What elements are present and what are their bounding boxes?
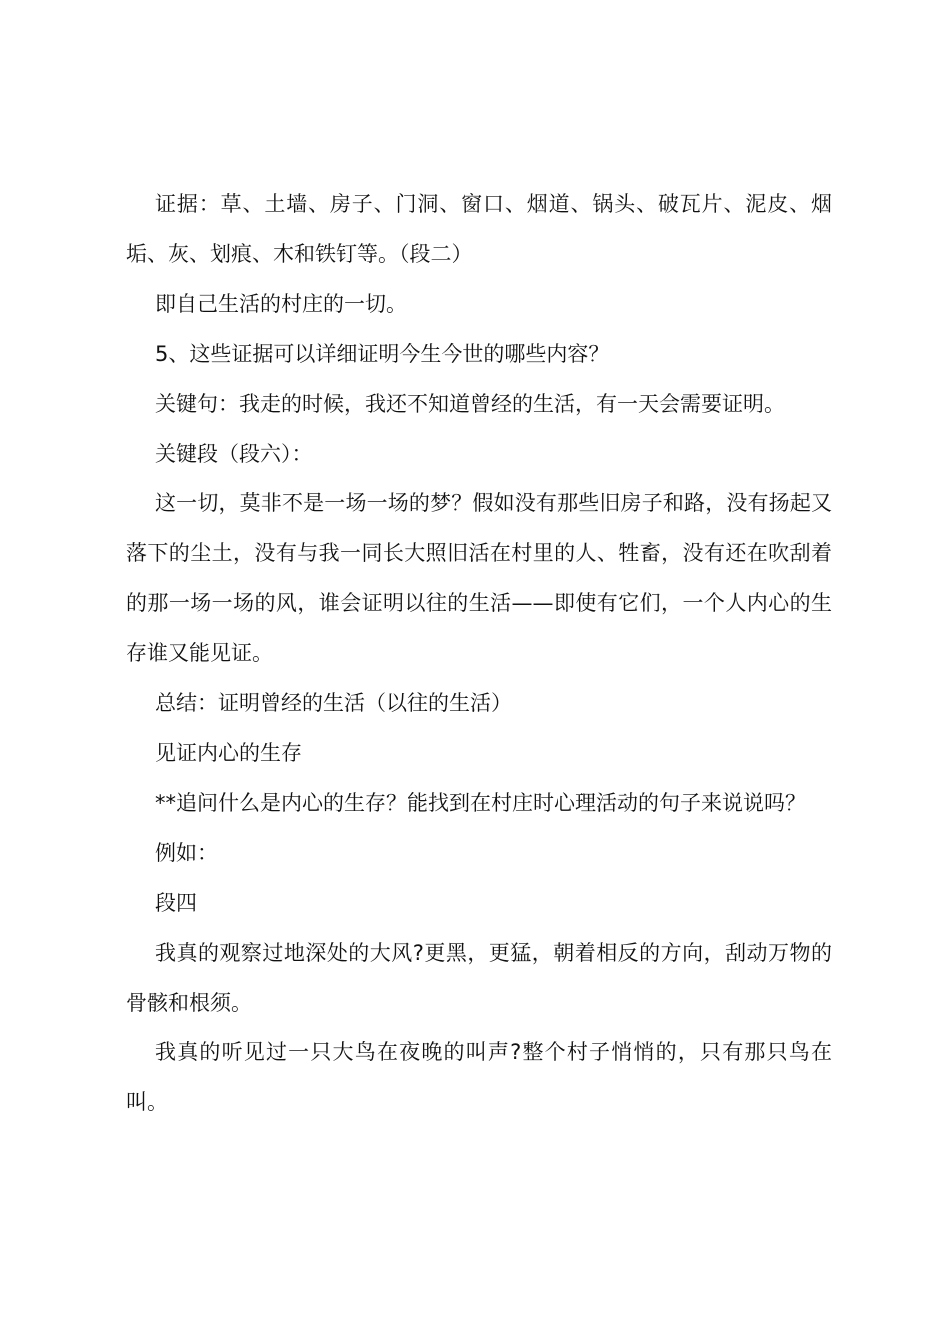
paragraph-key-section: 这一切，莫非不是一场一场的梦？假如没有那些旧房子和路，没有扬起又落下的尘土，没有与我一同长大照旧活在村里的人、牲畜，没有还在吹刮着的那一场一场的风，谁会证明以往的生活——即使有它们，一个人内心的生存谁又能见证。: [126, 491, 832, 666]
paragraph-follow-up-question: **追问什么是内心的生存？能找到在村庄时心理活动的句子来说说吗？: [155, 790, 806, 815]
paragraph-key-section-label: 关键段（段六）：: [155, 441, 313, 466]
paragraph-example-label: 例如：: [155, 840, 218, 865]
paragraph-bird: 我真的听见过一只大鸟在夜晚的叫声?整个村子悄悄的，只有那只鸟在叫。: [126, 1040, 832, 1115]
paragraph-inner-existence: 见证内心的生存: [155, 740, 302, 765]
paragraph-evidence: 证据：草、土墙、房子、门洞、窗口、烟道、锅头、破瓦片、泥皮、烟垢、灰、划痕、木和铁钉等。（段二）: [126, 192, 832, 266]
paragraph-wind: 我真的观察过地深处的大风?更黑，更猛，朝着相反的方向，刮动万物的骨骸和根须。: [126, 940, 832, 1015]
paragraph-summary: 总结：证明曾经的生活（以往的生活）: [155, 691, 512, 716]
paragraph-key-sentence: 关键句：我走的时候，我还不知道曾经的生活，有一天会需要证明。: [155, 391, 785, 416]
paragraph-section-four-label: 段四: [155, 890, 197, 915]
paragraph-question-5: 5、这些证据可以详细证明今生今世的哪些内容？: [155, 341, 610, 366]
document-body: [126, 180, 832, 1128]
paragraph-village: 即自己生活的村庄的一切。: [155, 291, 407, 316]
